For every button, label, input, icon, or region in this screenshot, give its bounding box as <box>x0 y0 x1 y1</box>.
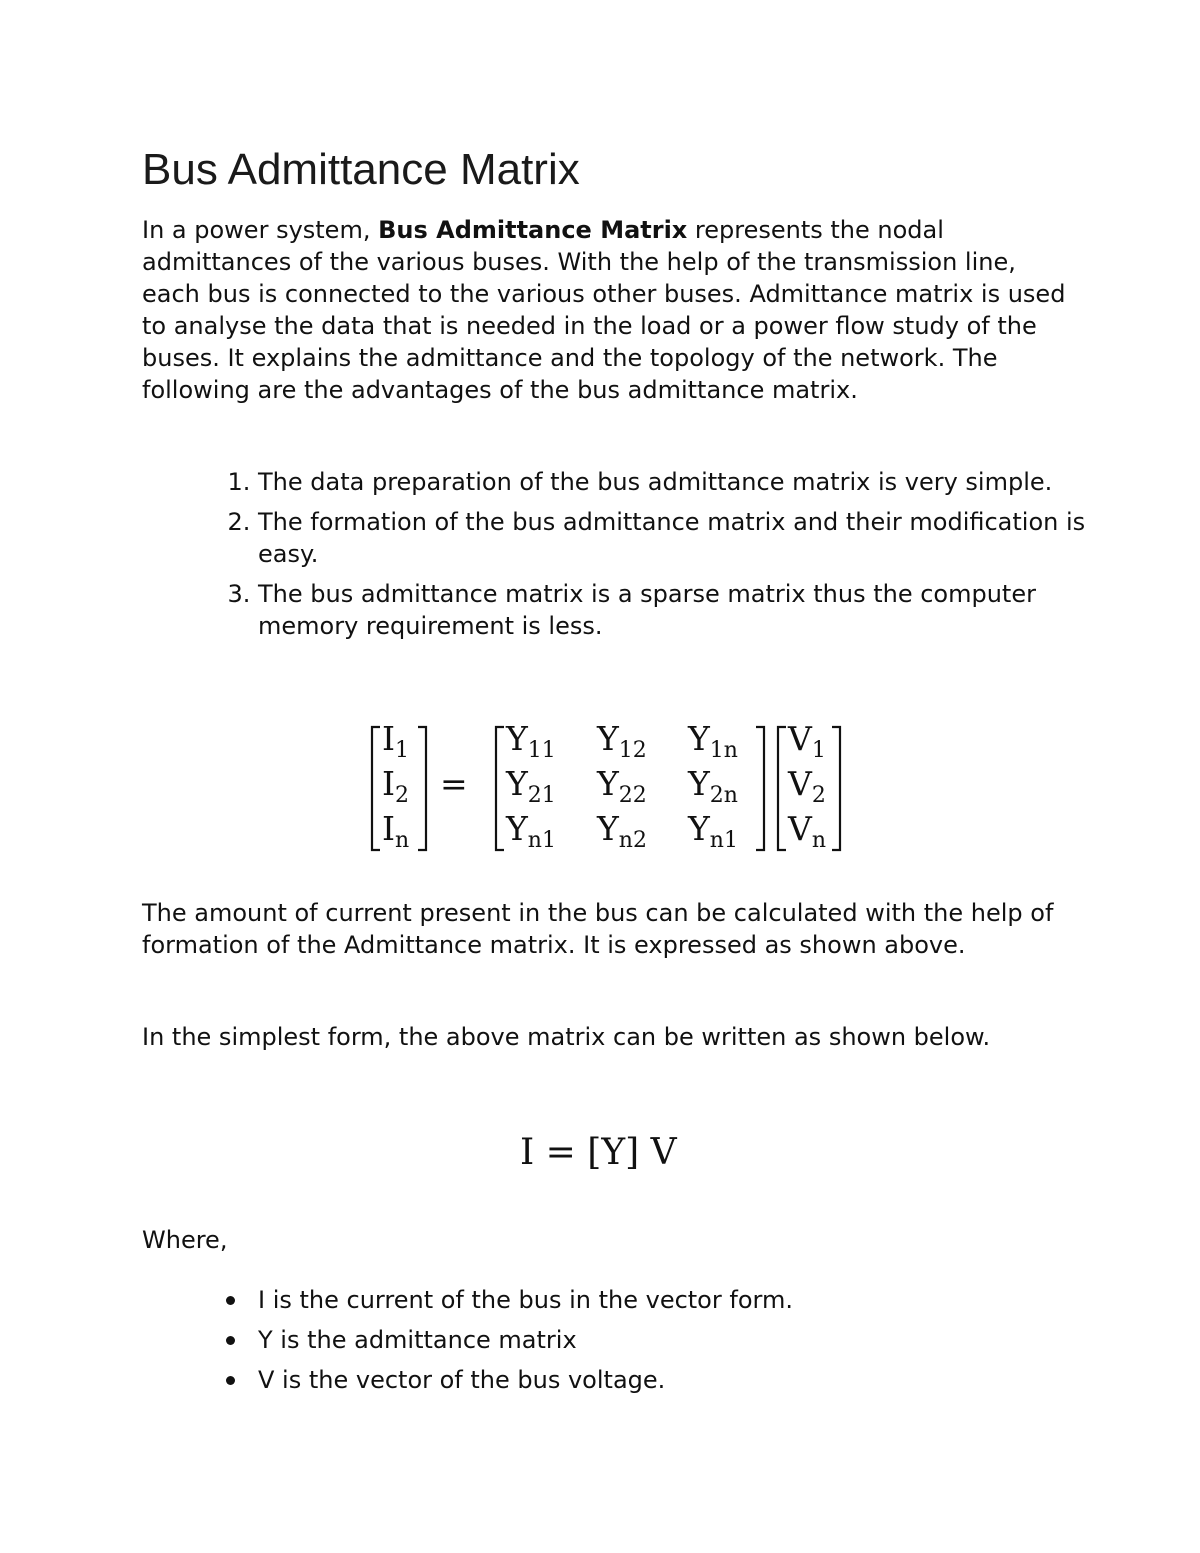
definition-item: I is the current of the bus in the vector form. <box>258 1284 1088 1316</box>
advantage-item: 2. The formation of the bus admittance matrix and their modification is easy. <box>258 506 1088 570</box>
advantages-list <box>190 466 1088 650</box>
simplest-form-paragraph: In the simplest form, the above matrix can be written as shown below. <box>142 1023 991 1051</box>
admittance-matrix-entry: $Y_{21}$ <box>506 764 556 808</box>
voltage-vector-left-bracket <box>778 727 786 850</box>
intro-text-rest: represents the nodal admittances of the various buses. With the help of the transmission line, each bus is connected to the various other buses. Admittance matrix is used to analyse the data that is needed in the load or a power flow study of the buses. It explains the admittance and the topology of the network. The following are the advantages of the bus admittance matrix. <box>142 216 1066 404</box>
intro-text-start: In a power system, <box>142 216 379 244</box>
where-label: Where, <box>142 1226 228 1254</box>
current-vector-right-bracket <box>418 727 426 850</box>
current-vector-entry: $I_1$ <box>382 719 410 763</box>
admittance-matrix-left-bracket <box>496 727 504 850</box>
intro-paragraph <box>142 214 1072 406</box>
admittance-matrix-entry: $Y_{n1}$ <box>688 809 738 853</box>
admittance-matrix-entry: $Y_{22}$ <box>597 764 647 808</box>
intro-bold-term: Bus Admittance Matrix <box>378 216 688 244</box>
definitions-list <box>190 1284 1088 1404</box>
admittance-matrix-entry: $Y_{n2}$ <box>597 809 647 853</box>
voltage-vector-entry: $V_n$ <box>788 809 827 853</box>
matrix-equation-graphic <box>360 715 860 865</box>
equals-sign: = <box>440 764 468 803</box>
advantage-item: 3. The bus admittance matrix is a sparse matrix thus the computer memory requirement is less. <box>258 578 1088 642</box>
voltage-vector-entry: $V_2$ <box>788 764 826 808</box>
matrix-equation <box>360 715 860 865</box>
definition-item: V is the vector of the bus voltage. <box>258 1364 1088 1396</box>
admittance-matrix-entry: $Y_{12}$ <box>597 719 647 763</box>
current-vector-left-bracket <box>372 727 380 850</box>
admittance-matrix-entry: $Y_{2n}$ <box>688 764 738 808</box>
current-paragraph: The amount of current present in the bus can be calculated with the help of formation of the Admittance matrix. It is expressed as shown above. <box>142 899 1054 959</box>
definition-item: Y is the admittance matrix <box>258 1324 1088 1356</box>
voltage-vector-right-bracket <box>832 727 840 850</box>
simple-equation: I = [Y] V <box>520 1132 677 1173</box>
admittance-matrix-right-bracket <box>756 727 764 850</box>
admittance-matrix-entry: $Y_{n1}$ <box>506 809 556 853</box>
voltage-vector-entry: $V_1$ <box>788 719 826 763</box>
admittance-matrix-entry: $Y_{11}$ <box>506 719 556 763</box>
current-vector-entry: $I_n$ <box>382 809 410 853</box>
advantage-item: 1. The data preparation of the bus admittance matrix is very simple. <box>258 466 1088 498</box>
page-title: Bus Admittance Matrix <box>142 145 580 194</box>
current-vector-entry: $I_2$ <box>382 764 410 808</box>
admittance-matrix-entry: $Y_{1n}$ <box>688 719 738 763</box>
